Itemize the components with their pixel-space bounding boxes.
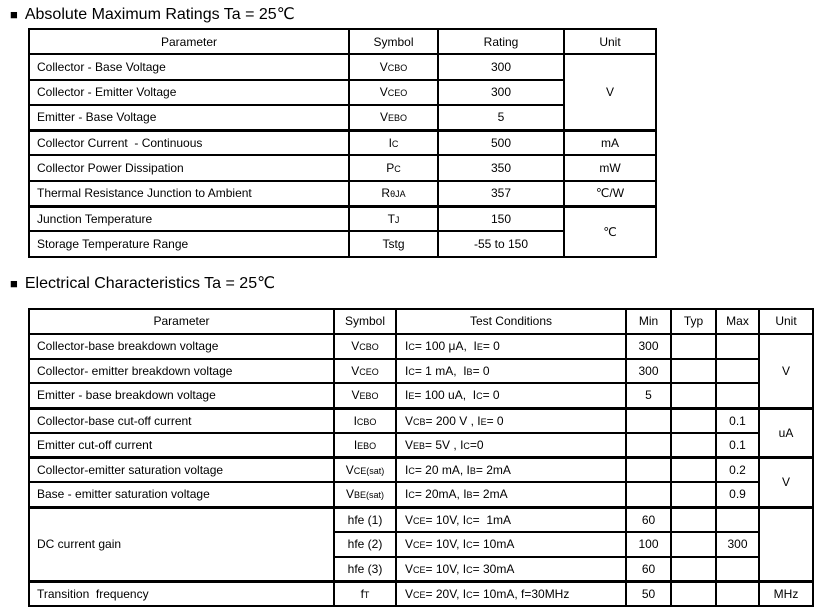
table-row [29, 383, 813, 408]
typ-cell [671, 383, 716, 408]
typ-cell [671, 359, 716, 384]
section-bullet-icon: ■ [10, 6, 18, 22]
symbol-cell: PC [349, 155, 438, 180]
section-bullet-icon: ■ [10, 275, 18, 291]
section-title-text: Electrical Characteristics Ta = 25℃ [24, 275, 276, 292]
typ-cell [671, 507, 716, 532]
table-row [29, 206, 656, 231]
col-header-parameter: Parameter [29, 29, 349, 54]
min-cell: 50 [626, 581, 671, 606]
parameter-cell: Thermal Resistance Junction to Ambient [29, 181, 349, 206]
test-conditions-cell: IC= 20mA, IB= 2mA [396, 482, 626, 507]
table-row [29, 181, 656, 206]
parameter-cell: Collector-base breakdown voltage [29, 334, 334, 359]
typ-cell [671, 482, 716, 507]
rating-cell: 300 [438, 54, 564, 79]
col-header-rating: Rating [438, 29, 564, 54]
col-header-max: Max [716, 309, 759, 334]
table-header-row [29, 29, 656, 54]
max-cell [716, 359, 759, 384]
symbol-cell: VEBO [349, 105, 438, 130]
unit-cell: mA [564, 130, 656, 155]
table-row [29, 105, 656, 130]
max-cell [716, 334, 759, 359]
symbol-cell: fT [334, 581, 396, 606]
electrical-characteristics-table [28, 308, 814, 607]
typ-cell [671, 334, 716, 359]
min-cell: 100 [626, 532, 671, 557]
parameter-cell: Collector - Emitter Voltage [29, 80, 349, 105]
min-cell: 60 [626, 507, 671, 532]
symbol-cell: ICBO [334, 408, 396, 433]
col-header-parameter: Parameter [29, 309, 334, 334]
symbol-cell: hfe (2) [334, 532, 396, 557]
max-cell: 300 [716, 532, 759, 557]
rating-cell: 300 [438, 80, 564, 105]
symbol-cell: VEBO [334, 383, 396, 408]
min-cell [626, 408, 671, 433]
parameter-cell: Storage Temperature Range [29, 231, 349, 256]
section-title-absolute-maximum-ratings [10, 4, 295, 24]
parameter-cell: Junction Temperature [29, 206, 349, 231]
symbol-cell: TJ [349, 206, 438, 231]
table-row [29, 507, 813, 532]
parameter-cell: Collector-emitter saturation voltage [29, 458, 334, 483]
col-header-min: Min [626, 309, 671, 334]
max-cell [716, 507, 759, 532]
section-title-electrical-characteristics [10, 273, 275, 293]
table-row [29, 359, 813, 384]
max-cell [716, 557, 759, 582]
rating-cell: 357 [438, 181, 564, 206]
typ-cell [671, 458, 716, 483]
min-cell: 300 [626, 334, 671, 359]
test-conditions-cell: IC= 20 mA, IB= 2mA [396, 458, 626, 483]
symbol-cell: VCE(sat) [334, 458, 396, 483]
col-header-typ: Typ [671, 309, 716, 334]
min-cell [626, 433, 671, 458]
typ-cell [671, 581, 716, 606]
test-conditions-cell: IC= 1 mA, IB= 0 [396, 359, 626, 384]
test-conditions-cell: VEB= 5V , IC=0 [396, 433, 626, 458]
typ-cell [671, 557, 716, 582]
rating-cell: -55 to 150 [438, 231, 564, 256]
table-row [29, 334, 813, 359]
table-row [29, 408, 813, 433]
max-cell [716, 581, 759, 606]
symbol-cell: VCEO [349, 80, 438, 105]
unit-cell: ℃ [564, 206, 656, 257]
unit-cell: V [759, 458, 813, 508]
table-row [29, 581, 813, 606]
rating-cell: 350 [438, 155, 564, 180]
min-cell [626, 482, 671, 507]
unit-cell: V [759, 334, 813, 408]
symbol-cell: IEBO [334, 433, 396, 458]
parameter-cell: Emitter - base breakdown voltage [29, 383, 334, 408]
test-conditions-cell: VCB= 200 V , IE= 0 [396, 408, 626, 433]
min-cell [626, 458, 671, 483]
symbol-cell: hfe (3) [334, 557, 396, 582]
parameter-cell: Collector - Base Voltage [29, 54, 349, 79]
parameter-cell: Base - emitter saturation voltage [29, 482, 334, 507]
symbol-cell: hfe (1) [334, 507, 396, 532]
unit-cell [759, 507, 813, 581]
table-row [29, 130, 656, 155]
parameter-cell: Emitter cut-off current [29, 433, 334, 458]
table-row [29, 231, 656, 256]
table-row [29, 482, 813, 507]
test-conditions-cell: VCE= 10V, IC= 30mA [396, 557, 626, 582]
col-header-symbol: Symbol [334, 309, 396, 334]
symbol-cell: VCBO [334, 334, 396, 359]
typ-cell [671, 408, 716, 433]
parameter-cell: Transition frequency [29, 581, 334, 606]
col-header-unit: Unit [759, 309, 813, 334]
unit-cell: uA [759, 408, 813, 458]
parameter-cell: Collector-base cut-off current [29, 408, 334, 433]
symbol-cell: VCEO [334, 359, 396, 384]
parameter-cell: Emitter - Base Voltage [29, 105, 349, 130]
table-row [29, 155, 656, 180]
min-cell: 300 [626, 359, 671, 384]
test-conditions-cell: IC= 100 μA, IE= 0 [396, 334, 626, 359]
table-row [29, 458, 813, 483]
parameter-cell: Collector- emitter breakdown voltage [29, 359, 334, 384]
section-title-text: Absolute Maximum Ratings Ta = 25℃ [24, 6, 295, 23]
unit-cell: ℃/W [564, 181, 656, 206]
max-cell [716, 383, 759, 408]
max-cell: 0.1 [716, 433, 759, 458]
parameter-cell: DC current gain [29, 507, 334, 581]
symbol-cell: IC [349, 130, 438, 155]
table-row [29, 80, 656, 105]
symbol-cell: VBE(sat) [334, 482, 396, 507]
table-row [29, 433, 813, 458]
max-cell: 0.9 [716, 482, 759, 507]
table-row [29, 54, 656, 79]
col-header-unit: Unit [564, 29, 656, 54]
test-conditions-cell: VCE= 20V, IC= 10mA, f=30MHz [396, 581, 626, 606]
parameter-cell: Collector Power Dissipation [29, 155, 349, 180]
typ-cell [671, 433, 716, 458]
test-conditions-cell: VCE= 10V, IC= 1mA [396, 507, 626, 532]
symbol-cell: Tstg [349, 231, 438, 256]
symbol-cell: VCBO [349, 54, 438, 79]
min-cell: 5 [626, 383, 671, 408]
unit-cell: MHz [759, 581, 813, 606]
col-header-test-conditions: Test Conditions [396, 309, 626, 334]
rating-cell: 500 [438, 130, 564, 155]
max-cell: 0.2 [716, 458, 759, 483]
parameter-cell: Collector Current - Continuous [29, 130, 349, 155]
rating-cell: 5 [438, 105, 564, 130]
symbol-cell: RθJA [349, 181, 438, 206]
typ-cell [671, 532, 716, 557]
test-conditions-cell: IE= 100 uA, IC= 0 [396, 383, 626, 408]
rating-cell: 150 [438, 206, 564, 231]
col-header-symbol: Symbol [349, 29, 438, 54]
test-conditions-cell: VCE= 10V, IC= 10mA [396, 532, 626, 557]
unit-cell: V [564, 54, 656, 130]
unit-cell: mW [564, 155, 656, 180]
min-cell: 60 [626, 557, 671, 582]
max-cell: 0.1 [716, 408, 759, 433]
absolute-maximum-ratings-table [28, 28, 657, 258]
table-header-row [29, 309, 813, 334]
